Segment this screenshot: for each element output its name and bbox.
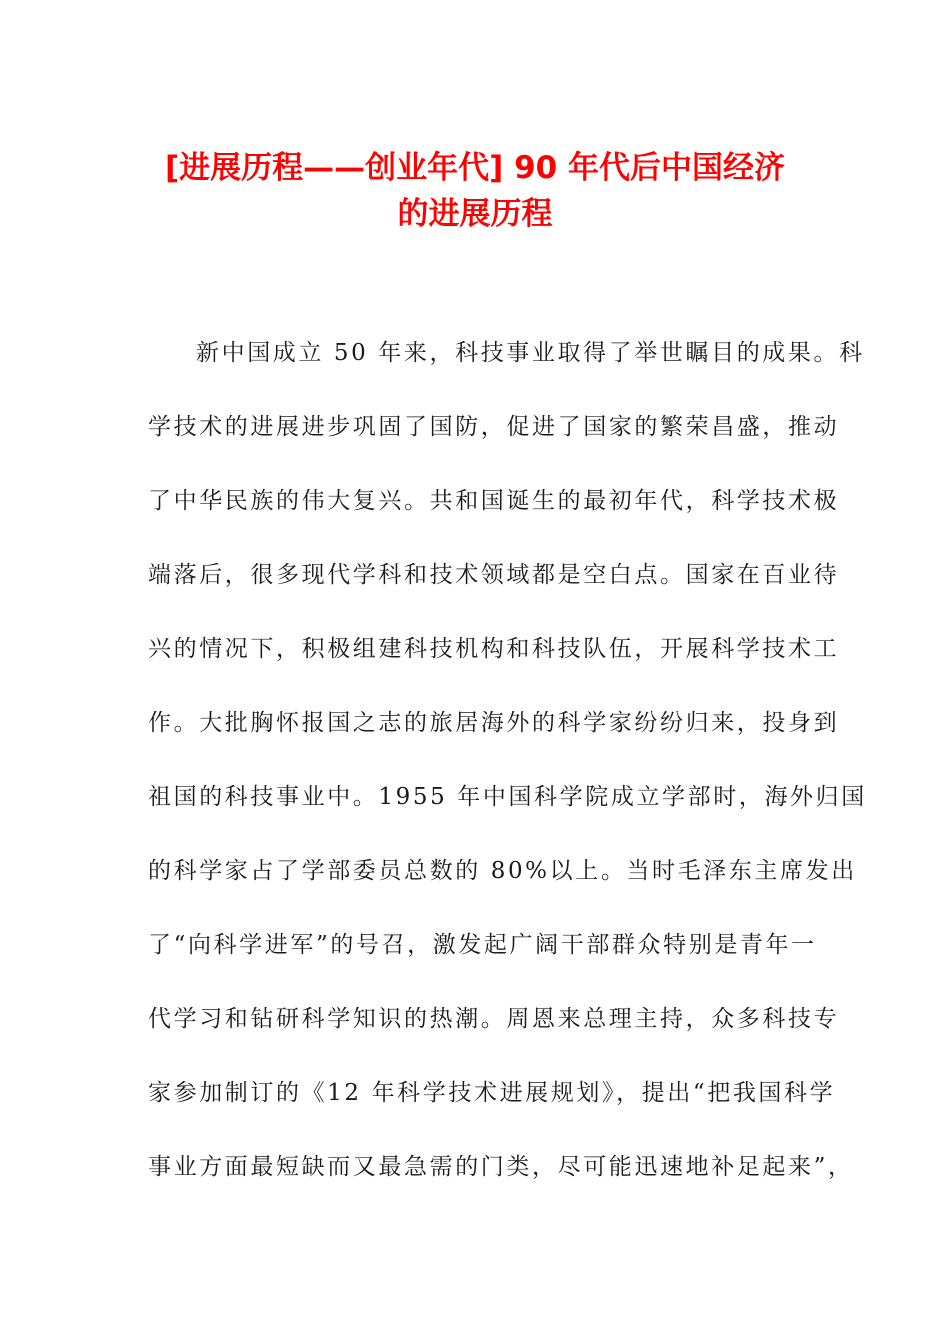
title-line-2: 的进展历程 [397, 196, 553, 232]
text-line: 祖国的科技事业中。1955 年中国科学院成立学部时，海外归国 [148, 784, 867, 810]
text-line: 学技术的进展进步巩固了国防，促进了国家的繁荣昌盛，推动 [148, 414, 840, 440]
text-line: 家参加制订的《12 年科学技术进展规划》，提出“把我国科学 [148, 1080, 836, 1106]
text-line: 事业方面最短缺而又最急需的门类，尽可能迅速地补足起来”， [148, 1154, 854, 1180]
text-line: 了中华民族的伟大复兴。共和国诞生的最初年代，科学技术极 [148, 488, 840, 514]
text-line: 作。大批胸怀报国之志的旅居海外的科学家纷纷归来，投身到 [148, 710, 840, 736]
title-line-1: [进展历程——创业年代] 90 年代后中国经济 [164, 150, 786, 186]
text-line: 端落后，很多现代学科和技术领域都是空白点。国家在百业待 [148, 562, 840, 588]
text-line: 兴的情况下，积极组建科技机构和科技队伍，开展科学技术工 [148, 636, 840, 662]
text-line: 新中国成立 50 年来，科技事业取得了举世瞩目的成果。科 [196, 340, 865, 366]
body-paragraph [148, 316, 867, 1204]
text-line: 的科学家占了学部委员总数的 80%以上。当时毛泽东主席发出 [148, 858, 857, 884]
text-line: 代学习和钻研科学知识的热潮。周恩来总理主持，众多科技专 [148, 1006, 840, 1032]
document-title [100, 145, 850, 237]
text-line: 了“向科学进军”的号召，激发起广阔干部群众特别是青年一 [148, 932, 817, 958]
